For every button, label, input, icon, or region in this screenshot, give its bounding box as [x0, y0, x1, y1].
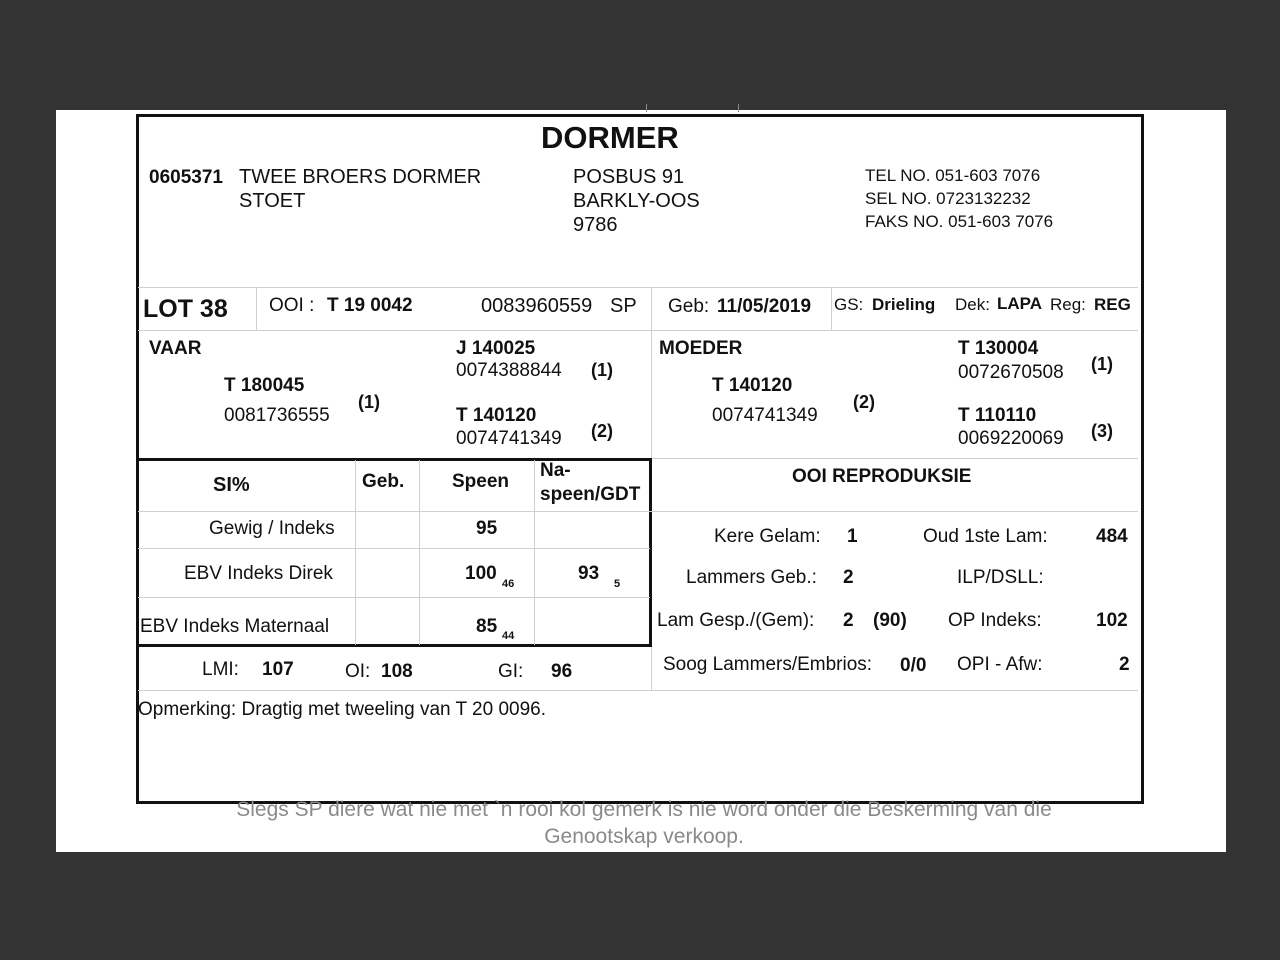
- moeder-number: 0074741349: [712, 405, 818, 426]
- si-row-naspeen-sub: 5: [614, 578, 621, 590]
- ooi-label: OOI :: [269, 295, 315, 316]
- moeder-sire-number: 0072670508: [958, 362, 1064, 383]
- divider: [138, 690, 1138, 691]
- ilp-label: ILP/DSLL:: [957, 567, 1044, 588]
- id-number: 0083960559: [481, 295, 593, 317]
- vaar-label: VAAR: [149, 338, 202, 359]
- si-row-speen: 85: [476, 616, 498, 637]
- address-line1: POSBUS 91: [573, 166, 685, 188]
- divider: [138, 548, 650, 549]
- lmi-label: LMI:: [202, 659, 239, 680]
- opi-afw-value: 2: [1119, 654, 1130, 675]
- crop-mark: [646, 104, 647, 112]
- lmi-value: 107: [262, 659, 294, 680]
- divider: [256, 287, 257, 330]
- faks-number: FAKS NO. 051-603 7076: [865, 212, 1054, 231]
- kere-gelam-label: Kere Gelam:: [714, 526, 821, 547]
- reg-label: Reg:: [1050, 295, 1086, 314]
- si-row-speen-sub: 46: [502, 578, 515, 590]
- footer-line2: Genootskap verkoop.: [544, 825, 744, 848]
- crop-mark: [738, 104, 739, 112]
- si-row-speen: 95: [476, 518, 498, 539]
- si-row-label: EBV Indeks Maternaal: [140, 616, 330, 637]
- moeder-dam-id: T 110110: [958, 405, 1037, 426]
- divider: [355, 460, 356, 645]
- id-class: SP: [610, 295, 637, 317]
- vaar-id: T 180045: [224, 375, 305, 396]
- vaar-rank: (1): [358, 392, 380, 412]
- divider: [138, 511, 1138, 512]
- gs-label: GS:: [834, 295, 864, 314]
- lam-gesp-gem: (90): [873, 610, 907, 631]
- tel-number: TEL NO. 051-603 7076: [865, 166, 1041, 185]
- moeder-sire-rank: (1): [1091, 354, 1113, 374]
- vaar-sire-number: 0074388844: [456, 360, 562, 381]
- naspeen-header-line2: speen/GDT: [540, 484, 641, 505]
- divider: [831, 287, 832, 330]
- geb-value: 11/05/2019: [717, 296, 812, 317]
- divider: [652, 458, 1138, 459]
- si-table-bottom: [136, 644, 652, 647]
- vaar-dam-number: 0074741349: [456, 428, 562, 449]
- moeder-id: T 140120: [712, 375, 793, 396]
- reg-value: REG: [1094, 295, 1131, 314]
- lammers-geb-value: 2: [843, 567, 854, 588]
- moeder-dam-rank: (3): [1091, 421, 1113, 441]
- gs-value: Drieling: [872, 295, 936, 314]
- breeder-name-line1: TWEE BROERS DORMER: [239, 166, 482, 188]
- si-row-naspeen: 93: [578, 563, 600, 584]
- si-row-speen-sub: 44: [502, 630, 515, 642]
- footer-line1: Slegs SP diere wat nie met `n rooi kol gemerk is nie word onder die Beskerming van die: [236, 798, 1052, 821]
- divider: [138, 597, 650, 598]
- gi-label: GI:: [498, 661, 524, 682]
- si-table-right: [649, 458, 652, 647]
- footer-note: [140, 796, 1148, 850]
- si-row-label: Gewig / Indeks: [209, 518, 335, 539]
- breed-title: DORMER: [541, 120, 679, 155]
- si-table-top: [136, 458, 652, 461]
- vaar-sire-rank: (1): [591, 360, 613, 380]
- divider: [138, 330, 1138, 331]
- gi-value: 96: [551, 661, 573, 682]
- si-row-speen: 100: [465, 563, 497, 584]
- oi-value: 108: [381, 661, 413, 682]
- breeder-number: 0605371: [149, 167, 223, 188]
- oi-label: OI:: [345, 661, 371, 682]
- divider: [419, 460, 420, 645]
- sel-number: SEL NO. 0723132232: [865, 189, 1031, 208]
- divider: [138, 287, 1138, 288]
- vaar-dam-rank: (2): [591, 421, 613, 441]
- vaar-sire-id: J 140025: [456, 338, 536, 359]
- soog-label: Soog Lammers/Embrios:: [663, 654, 873, 675]
- reproduction-title: OOI REPRODUKSIE: [792, 466, 972, 487]
- oud-1ste-lam-label: Oud 1ste Lam:: [923, 526, 1048, 547]
- address-line3: 9786: [573, 214, 618, 236]
- dek-label: Dek:: [955, 295, 990, 314]
- lot-label: LOT 38: [143, 295, 228, 323]
- geb-header: Geb.: [362, 471, 405, 492]
- ooi-value: T 19 0042: [327, 295, 413, 316]
- oud-1ste-lam-value: 484: [1096, 526, 1128, 547]
- kere-gelam-value: 1: [847, 526, 858, 547]
- lammers-geb-label: Lammers Geb.:: [686, 567, 817, 588]
- address-line2: BARKLY-OOS: [573, 190, 700, 212]
- opi-afw-label: OPI - Afw:: [957, 654, 1043, 675]
- op-indeks-value: 102: [1096, 610, 1128, 631]
- vaar-dam-id: T 140120: [456, 405, 537, 426]
- si-row-label: EBV Indeks Direk: [184, 563, 333, 584]
- remark: Opmerking: Dragtig met tweeling van T 20 0096.: [138, 699, 547, 720]
- divider: [534, 460, 535, 645]
- soog-value: 0/0: [900, 655, 927, 676]
- geb-label: Geb:: [668, 296, 710, 317]
- moeder-dam-number: 0069220069: [958, 428, 1064, 449]
- dek-value: LAPA: [997, 294, 1043, 313]
- op-indeks-label: OP Indeks:: [948, 610, 1042, 631]
- moeder-rank: (2): [853, 392, 875, 412]
- lam-gesp-label: Lam Gesp./(Gem):: [657, 610, 815, 631]
- speen-header: Speen: [452, 471, 510, 492]
- breeder-name-line2: STOET: [239, 190, 306, 212]
- moeder-label: MOEDER: [659, 338, 743, 359]
- si-header: SI%: [213, 474, 250, 496]
- naspeen-header-line1: Na-: [540, 460, 571, 481]
- vaar-number: 0081736555: [224, 405, 330, 426]
- moeder-sire-id: T 130004: [958, 338, 1039, 359]
- lam-gesp-value: 2: [843, 610, 854, 631]
